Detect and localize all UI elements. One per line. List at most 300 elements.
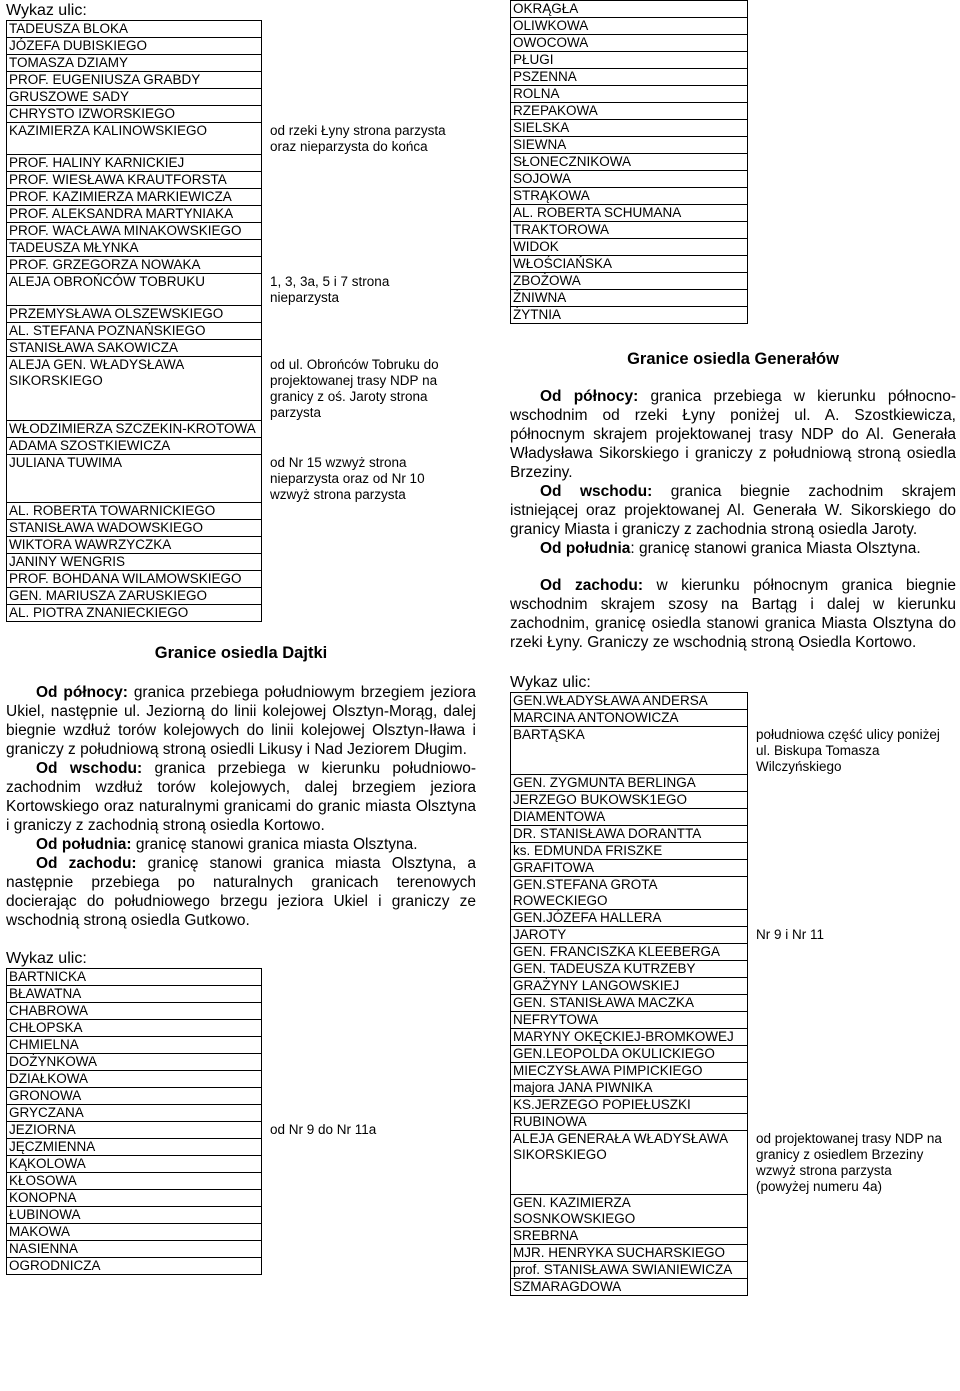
street-row [511, 69, 748, 86]
street-row [511, 188, 748, 205]
street-remark [262, 1241, 463, 1258]
street-row [511, 256, 748, 273]
street-row [7, 588, 463, 605]
street-remark [748, 995, 949, 1012]
street-row [511, 1131, 949, 1195]
street-remark: Nr 9 i Nr 11 [756, 926, 825, 942]
street-name: JĘCZMIENNA [7, 1139, 262, 1156]
street-name: PROF. HALINY KARNICKIEJ [7, 155, 262, 172]
boundary-label: Od wschodu: [36, 760, 143, 777]
street-name: ZBOŻOWA [511, 273, 748, 290]
street-name: GEN. KAZIMIERZA SOSNKOWSKIEGO [511, 1195, 748, 1228]
street-remark [262, 1071, 463, 1088]
street-remark [262, 438, 463, 455]
boundary-label: Od północy: [540, 388, 639, 405]
street-remark [748, 693, 949, 710]
street-row [7, 1003, 463, 1020]
street-name: AL. PIOTRA ZNANIECKIEGO [7, 605, 262, 622]
street-row [511, 1195, 949, 1228]
boundary-text: : granicę stanowi granica Miasta Olsztyna. [630, 540, 921, 557]
street-remark [262, 72, 463, 89]
street-name: RUBINOWA [511, 1114, 748, 1131]
street-remark [262, 306, 463, 323]
street-name: NASIENNA [7, 1241, 262, 1258]
street-remark [262, 1003, 463, 1020]
street-name: STANISŁAWA WADOWSKIEGO [7, 520, 262, 537]
street-remark [748, 961, 949, 978]
street-name: STRĄKOWA [511, 188, 748, 205]
street-name: GRAŻYNY LANGOWSKIEJ [511, 978, 748, 995]
boundary-west [510, 576, 956, 652]
street-table-dajtki [6, 968, 463, 1275]
street-name: WIDOK [511, 239, 748, 256]
street-row [511, 1, 748, 18]
boundary-label: Od północy: [36, 684, 128, 701]
street-name: ROLNA [511, 86, 748, 103]
street-name: ŻYTNIA [511, 307, 748, 324]
street-row [511, 307, 748, 324]
street-row [7, 1258, 463, 1275]
street-row [511, 18, 748, 35]
street-name: SIELSKA [511, 120, 748, 137]
section-title-dajtki: Granice osiedla Dajtki [154, 644, 328, 662]
street-remark [262, 223, 463, 240]
street-row [7, 1139, 463, 1156]
street-table-generalow [510, 692, 949, 1296]
street-table-generalow-part [6, 20, 463, 622]
street-row [7, 21, 463, 38]
street-remark [748, 944, 949, 961]
street-remark [262, 1258, 463, 1275]
street-name: PROF. WACŁAWA MINAKOWSKIEGO [7, 223, 262, 240]
boundary-text: w kierunku północnym granica biegnie wschodnim skrajem szosy na Bartąg i dalej w kierunku zachodnim, granicę osiedla stanowi granica Miasta Olsztyna do rzeki Łyny. Graniczy ze wschodnią stroną Osiedla Kortowo. [510, 577, 956, 651]
boundary-east [510, 482, 956, 539]
street-remark [262, 503, 463, 520]
street-row [7, 520, 463, 537]
street-row [7, 323, 463, 340]
street-name: ŻNIWNA [511, 290, 748, 307]
street-row [7, 206, 463, 223]
street-remark [748, 978, 949, 995]
street-name: KAZIMIERZA KALINOWSKIEGO [7, 123, 262, 155]
street-row [7, 223, 463, 240]
street-remark [748, 843, 949, 860]
boundary-label: Od wschodu: [540, 483, 653, 500]
street-name: CHŁOPSKA [7, 1020, 262, 1037]
street-row [511, 1046, 949, 1063]
street-remark [262, 1105, 463, 1122]
street-remark [262, 1088, 463, 1105]
street-row [7, 257, 463, 274]
street-row [7, 189, 463, 206]
street-row [511, 978, 949, 995]
street-name: PROF. BOHDANA WILAMOWSKIEGO [7, 571, 262, 588]
street-name: GRAFITOWA [511, 860, 748, 877]
street-row [7, 172, 463, 189]
street-name: MARYNY OKĘCKIEJ-BROMKOWEJ [511, 1029, 748, 1046]
street-name: MARCINA ANTONOWICZA [511, 710, 748, 727]
street-row [511, 1279, 949, 1296]
street-name: SIEWNA [511, 137, 748, 154]
street-row [7, 503, 463, 520]
street-name: AL. ROBERTA SCHUMANA [511, 205, 748, 222]
street-row [7, 38, 463, 55]
street-name: MJR. HENRYKA SUCHARSKIEGO [511, 1245, 748, 1262]
street-name: MAKOWA [7, 1224, 262, 1241]
street-row [511, 222, 748, 239]
street-name: OKRĄGŁA [511, 1, 748, 18]
street-name: PROF. EUGENIUSZA GRABDY [7, 72, 262, 89]
street-name: JEZIORNA [7, 1122, 262, 1139]
street-row [511, 290, 748, 307]
street-row [511, 52, 748, 69]
street-row [7, 357, 463, 421]
street-remark [262, 520, 463, 537]
street-name: majora JANA PIWNIKA [511, 1080, 748, 1097]
street-name: GEN. STANISŁAWA MACZKA [511, 995, 748, 1012]
street-name: OLIWKOWA [511, 18, 748, 35]
street-name: GRONOWA [7, 1088, 262, 1105]
street-remark [748, 877, 949, 910]
street-row [511, 35, 748, 52]
street-remark [262, 323, 463, 340]
street-row [511, 1097, 949, 1114]
street-row [511, 727, 949, 775]
street-row [7, 1156, 463, 1173]
street-name: DR. STANISŁAWA DORANTTA [511, 826, 748, 843]
street-row [7, 306, 463, 323]
street-remark [262, 588, 463, 605]
street-remark [748, 826, 949, 843]
street-row [511, 1228, 949, 1245]
street-name: WIKTORA WAWRZYCZKA [7, 537, 262, 554]
street-remark [262, 1224, 463, 1241]
street-row [7, 421, 463, 438]
boundary-east [6, 759, 476, 835]
street-remark [262, 206, 463, 223]
street-row [7, 1173, 463, 1190]
street-name: ADAMA SZOSTKIEWICZA [7, 438, 262, 455]
street-row [511, 205, 748, 222]
street-row [511, 860, 949, 877]
street-remark [748, 809, 949, 826]
street-row [511, 792, 949, 809]
street-row [7, 89, 463, 106]
street-list-heading: Wykaz ulic: [510, 674, 591, 691]
street-row [511, 995, 949, 1012]
street-row [7, 1224, 463, 1241]
street-row [511, 826, 949, 843]
street-name: PŁUGI [511, 52, 748, 69]
street-name: DZIAŁKOWA [7, 1071, 262, 1088]
street-remark [748, 1012, 949, 1029]
street-remark [262, 38, 463, 55]
boundary-text: granicę stanowi granica miasta Olsztyna. [131, 836, 418, 853]
street-row [511, 1245, 949, 1262]
street-name: GEN.JÓZEFA HALLERA [511, 910, 748, 927]
street-row [7, 55, 463, 72]
street-name: JÓZEFA DUBISKIEGO [7, 38, 262, 55]
street-row [7, 1190, 463, 1207]
street-row [7, 1207, 463, 1224]
street-name: CHRYSTO IZWORSKIEGO [7, 106, 262, 123]
street-row [7, 537, 463, 554]
street-remark [262, 1190, 463, 1207]
street-remark [262, 537, 463, 554]
street-name: PROF. KAZIMIERZA MARKIEWICZA [7, 189, 262, 206]
street-remark [262, 155, 463, 172]
street-name: WŁODZIMIERZA SZCZEKIN-KROTOWA [7, 421, 262, 438]
street-remark [262, 257, 463, 274]
boundary-text: granica biegnie zachodnim skrajem istniejącej oraz projektowanej Al. Generała W. Sikorskiego do granicy Miasta i graniczy z zachodnia stroną osiedla Jaroty. [510, 483, 956, 538]
street-name: PROF. WIESŁAWA KRAUTFORSTA [7, 172, 262, 189]
street-row [511, 877, 949, 910]
left-column [6, 0, 476, 1275]
street-name: TADEUSZA MŁYNKA [7, 240, 262, 257]
street-name: PSZENNA [511, 69, 748, 86]
street-row [7, 1071, 463, 1088]
street-row [7, 123, 463, 155]
boundary-north [6, 683, 476, 759]
street-name: PRZEMYSŁAWA OLSZEWSKIEGO [7, 306, 262, 323]
street-remark [262, 1020, 463, 1037]
street-name: AL. STEFANA POZNAŃSKIEGO [7, 323, 262, 340]
street-name: KŁOSOWA [7, 1173, 262, 1190]
street-name: PROF. ALEKSANDRA MARTYNIAKA [7, 206, 262, 223]
street-name: ALEJA OBROŃCÓW TOBRUKU [7, 274, 262, 306]
street-name: GRYCZANA [7, 1105, 262, 1122]
street-row [511, 273, 748, 290]
street-remark [262, 1139, 463, 1156]
street-name: CHMIELNA [7, 1037, 262, 1054]
street-remark [262, 240, 463, 257]
street-row [7, 155, 463, 172]
street-remark: od Nr 9 do Nr 11a [270, 1121, 377, 1137]
street-row [7, 106, 463, 123]
boundary-label: Od zachodu: [36, 855, 137, 872]
street-row [511, 1029, 949, 1046]
street-name: JERZEGO BUKOWSK1EGO [511, 792, 748, 809]
street-row [511, 927, 949, 944]
street-remark [748, 1046, 949, 1063]
street-row [511, 239, 748, 256]
street-row [7, 240, 463, 257]
boundary-label: Od południa: [36, 836, 132, 853]
street-name: TOMASZA DZIAMY [7, 55, 262, 72]
boundary-text: granicę stanowi granica miasta Olsztyna, a następnie przebiega po naturalnych granicach terenowych docierając do południowego brzegu jeziora Ukiel i graniczy ze wschodnią stroną osiedla Gutkowo. [6, 855, 476, 929]
street-remark [262, 21, 463, 38]
street-row [511, 910, 949, 927]
street-row [7, 1037, 463, 1054]
street-remark [262, 340, 463, 357]
street-name: ALEJA GEN. WŁADYSŁAWA SIKORSKIEGO [7, 357, 262, 421]
street-remark [748, 1063, 949, 1080]
street-remark [748, 1097, 949, 1114]
boundary-south [6, 835, 476, 854]
street-name: CHABROWA [7, 1003, 262, 1020]
street-name: KONOPNA [7, 1190, 262, 1207]
street-remark: południowa część ulicy poniżej ul. Biskupa Tomasza Wilczyńskiego [756, 726, 940, 774]
street-row [511, 1063, 949, 1080]
street-name: SREBRNA [511, 1228, 748, 1245]
street-row [7, 274, 463, 306]
street-row [511, 120, 748, 137]
street-name: DIAMENTOWA [511, 809, 748, 826]
street-name: TADEUSZA BLOKA [7, 21, 262, 38]
street-remark [748, 1279, 949, 1296]
street-row [511, 154, 748, 171]
street-row [511, 1262, 949, 1279]
street-row [511, 693, 949, 710]
boundary-south [510, 539, 956, 558]
street-remark [262, 969, 463, 986]
street-remark: od Nr 15 wzwyż strona nieparzysta oraz od Nr 10 wzwyż strona parzysta [270, 454, 425, 502]
street-name: MIECZYSŁAWA PIMPICKIEGO [511, 1063, 748, 1080]
street-row [7, 455, 463, 503]
street-name: GEN. TADEUSZA KUTRZEBY [511, 961, 748, 978]
street-row [511, 103, 748, 120]
street-name: OGRODNICZA [7, 1258, 262, 1275]
street-row [511, 944, 949, 961]
street-name: DOŻYNKOWA [7, 1054, 262, 1071]
street-name: GEN.WŁADYSŁAWA ANDERSA [511, 693, 748, 710]
street-name: TRAKTOROWA [511, 222, 748, 239]
street-list-heading: Wykaz ulic: [6, 2, 87, 19]
street-row [511, 137, 748, 154]
street-name: STANISŁAWA SAKOWICZA [7, 340, 262, 357]
street-name: AL. ROBERTA TOWARNICKIEGO [7, 503, 262, 520]
street-name: ALEJA GENERAŁA WŁADYSŁAWA SIKORSKIEGO [511, 1131, 748, 1195]
street-remark [262, 1037, 463, 1054]
street-remark [262, 89, 463, 106]
street-name: OWOCOWA [511, 35, 748, 52]
street-remark [262, 571, 463, 588]
street-remark [748, 1029, 949, 1046]
street-row [511, 809, 949, 826]
street-remark [748, 1262, 949, 1279]
street-name: KS.JERZEGO POPIEŁUSZKI [511, 1097, 748, 1114]
street-name: BŁAWATNA [7, 986, 262, 1003]
street-name: ks. EDMUNDA FRISZKE [511, 843, 748, 860]
street-remark [262, 55, 463, 72]
street-row [7, 554, 463, 571]
street-remark: 1, 3, 3a, 5 i 7 strona nieparzysta [270, 273, 390, 305]
street-name: RZEPAKOWA [511, 103, 748, 120]
street-row [511, 171, 748, 188]
street-row [511, 1012, 949, 1029]
street-name: JULIANA TUWIMA [7, 455, 262, 503]
street-row [7, 72, 463, 89]
boundary-label: Od południa [540, 540, 631, 557]
street-row [7, 1054, 463, 1071]
street-name: GEN.STEFANA GROTA ROWECKIEGO [511, 877, 748, 910]
street-remark [748, 1114, 949, 1131]
street-remark [262, 1156, 463, 1173]
street-name: GEN. FRANCISZKA KLEEBERGA [511, 944, 748, 961]
street-remark [262, 106, 463, 123]
street-row [511, 961, 949, 978]
street-name: BARTĄSKA [511, 727, 748, 775]
street-remark [262, 554, 463, 571]
street-row [7, 340, 463, 357]
street-name: JAROTY [511, 927, 748, 944]
street-remark [748, 1195, 949, 1228]
street-name: SOJOWA [511, 171, 748, 188]
street-name: KĄKOLOWA [7, 1156, 262, 1173]
street-row [511, 710, 949, 727]
street-remark [262, 1173, 463, 1190]
street-name: GEN. MARIUSZA ZARUSKIEGO [7, 588, 262, 605]
boundary-text: granica przebiega w kierunku południowo-zachodnim wzdłuż torów kolejowych, dalej brzegiem jeziora Kortowskiego oraz naturalnymi granicami do granic miasta Olsztyna i graniczy z zachodnią stroną osiedla Kortowo. [6, 760, 476, 834]
street-row [511, 775, 949, 792]
street-remark [262, 605, 463, 622]
street-row [7, 986, 463, 1003]
street-remark [748, 710, 949, 727]
street-name: PROF. GRZEGORZA NOWAKA [7, 257, 262, 274]
street-row [511, 843, 949, 860]
street-remark [262, 172, 463, 189]
street-name: GEN.LEOPOLDA OKULICKIEGO [511, 1046, 748, 1063]
street-name: JANINY WENGRIS [7, 554, 262, 571]
street-list-heading: Wykaz ulic: [6, 950, 87, 967]
street-name: SZMARAGDOWA [511, 1279, 748, 1296]
street-remark: od projektowanej trasy NDP na granicy z osiedlem Brzeziny wzwyż strona parzysta (powyżej numeru 4a) [756, 1130, 942, 1194]
boundary-north [510, 387, 956, 482]
street-row [7, 1020, 463, 1037]
street-row [7, 571, 463, 588]
street-remark [262, 986, 463, 1003]
section-title-generalow: Granice osiedla Generałów [627, 350, 839, 368]
street-remark [262, 421, 463, 438]
street-name: GEN. ZYGMUNTA BERLINGA [511, 775, 748, 792]
boundary-west [6, 854, 476, 930]
street-name: GRUSZOWE SADY [7, 89, 262, 106]
boundary-text: granica przebiega południowym brzegiem jeziora Ukiel, następnie ul. Jeziorną do linii kolejowej Olsztyn-Morąg, dalej biegnie wzdłuż torów kolejowych do linii kolejowej Olsztyn-Iława i graniczy z południową stroną osiedli Likusy i Nad Jeziorem Długim. [6, 684, 476, 758]
street-name: SŁONECZNIKOWA [511, 154, 748, 171]
street-remark [262, 189, 463, 206]
street-remark [748, 1228, 949, 1245]
street-remark [748, 1080, 949, 1097]
street-row [7, 1122, 463, 1139]
street-remark [748, 792, 949, 809]
street-name: ŁUBINOWA [7, 1207, 262, 1224]
street-remark [748, 860, 949, 877]
street-row [7, 1088, 463, 1105]
street-remark [748, 910, 949, 927]
street-row [7, 605, 463, 622]
street-remark: od rzeki Łyny strona parzysta oraz nieparzysta do końca [270, 122, 446, 154]
street-remark [262, 1207, 463, 1224]
street-row [7, 1105, 463, 1122]
street-row [7, 438, 463, 455]
street-name: BARTNICKA [7, 969, 262, 986]
street-row [511, 1114, 949, 1131]
boundary-label: Od zachodu: [540, 577, 644, 594]
street-name: WŁOŚCIAŃSKA [511, 256, 748, 273]
street-row [7, 969, 463, 986]
boundary-text: granica przebiega w kierunku północno-wschodnim od rzeki Łyny poniżej ul. A. Szostkiewicza, północnym skrajem projektowanej trasy NDP do Al. Generała Władysława Sikorskiego i graniczy z południową stroną osiedla Brzeziny. [510, 388, 956, 481]
street-row [7, 1241, 463, 1258]
street-remark [748, 1245, 949, 1262]
street-remark: od ul. Obrońców Tobruku do projektowanej trasy NDP na granicy z oś. Jaroty strona parzysta [270, 356, 439, 420]
street-remark [262, 1054, 463, 1071]
street-name: NEFRYTOWA [511, 1012, 748, 1029]
street-remark [748, 775, 949, 792]
street-row [511, 1080, 949, 1097]
street-row [511, 86, 748, 103]
street-name: prof. STANISŁAWA SWIANIEWICZA [511, 1262, 748, 1279]
right-column [510, 0, 956, 1296]
